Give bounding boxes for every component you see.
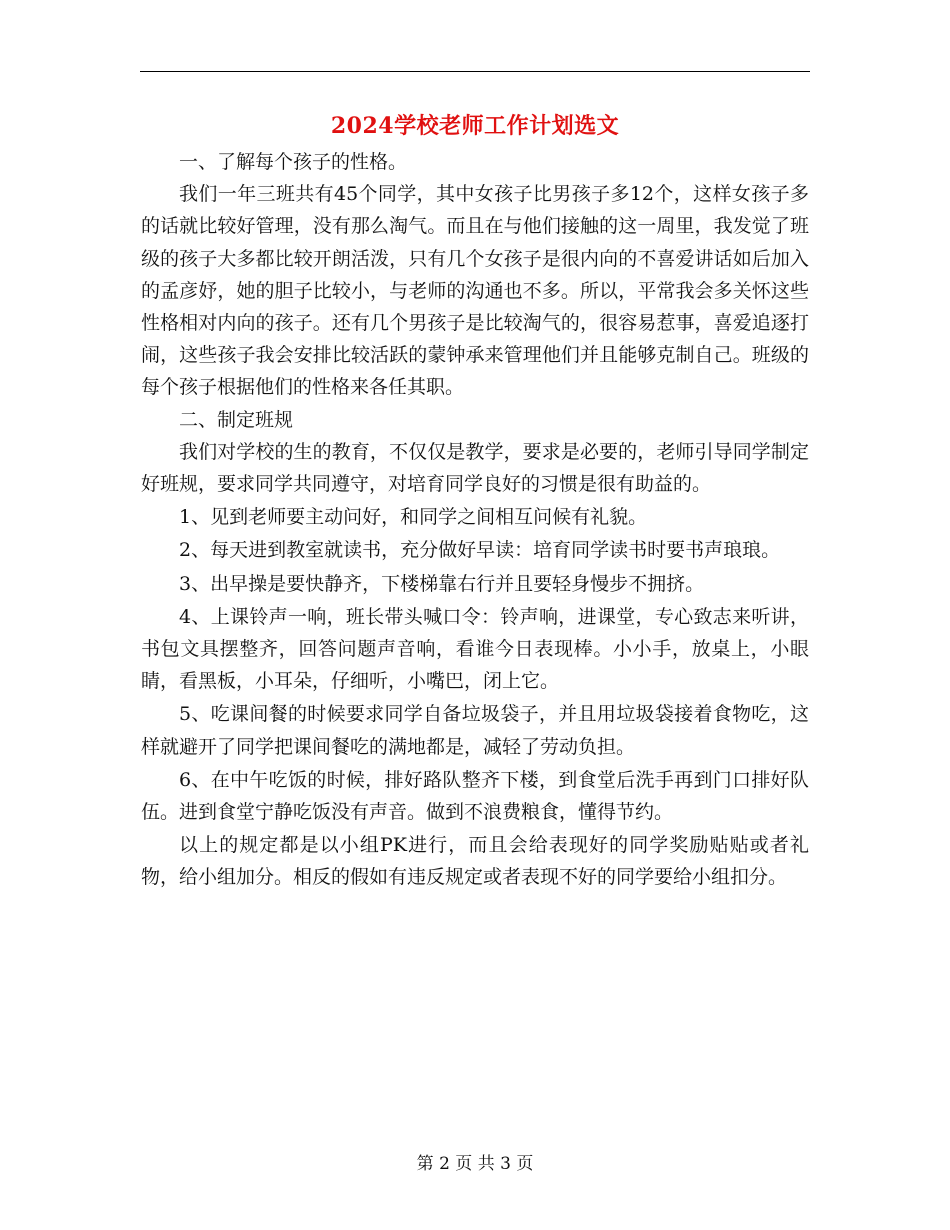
section-heading-1: 一、了解每个孩子的性格。	[179, 151, 408, 173]
rule-item-3: 3、出早操是要快静齐，下楼梯靠右行并且要轻身慢步不拥挤。	[179, 572, 705, 595]
paragraph-class-rules-intro: 我们对学校的生的教育，不仅仅是教学，要求是必要的，老师引导同学制定好班规，要求同学共同遵守，对培育同学良好的习惯是很有助益的。	[141, 440, 809, 496]
rule-item-6: 6、在中午吃饭的时候，排好路队整齐下楼，到食堂后洗手再到门口排好队伍。进到食堂宁静吃饭没有声音。做到不浪费粮食，懂得节约。	[141, 768, 809, 824]
document-body	[141, 146, 809, 894]
page-number: 第 2 页 共 3 页	[416, 1154, 534, 1174]
paragraph-class-overview: 我们一年三班共有45个同学，其中女孩子比男孩子多12个，这样女孩子多的话就比较好管理，没有那么淘气。而且在与他们接触的这一周里，我发觉了班级的孩子大多都比较开朗活泼，只有几个女孩子是很内向的不喜爱讲话如后加入的孟彦妤，她的胆子比较小，与老师的沟通也不多。所以，平常我会多关怀这些性格相对内向的孩子。还有几个男孩子是比较淘气的，很容易惹事，喜爱追逐打闹，这些孩子我会安排比较活跃的蒙钟承来管理他们并且能够克制自己。班级的每个孩子根据他们的性格来各任其职。	[141, 183, 809, 399]
header-rule	[140, 71, 810, 72]
rule-item-2: 2、每天进到教室就读书，充分做好早读：培育同学读书时要书声琅琅。	[179, 539, 781, 562]
section-heading-2: 二、制定班规	[179, 408, 294, 431]
document-title: 2024学校老师工作计划选文	[330, 113, 620, 139]
paragraph-rules-summary: 以上的规定都是以小组PK进行，而且会给表现好的同学奖励贴贴或者礼物，给小组加分。相反的假如有违反规定或者表现不好的同学要给小组扣分。	[141, 834, 809, 889]
rule-item-4: 4、上课铃声一响，班长带头喊口令：铃声响，进课堂，专心致志来听讲，书包文具摆整齐，回答问题声音响，看谁今日表现棒。小小手，放桌上，小眼睛，看黑板，小耳朵，仔细听，小嘴巴，闭上它。	[141, 605, 809, 693]
rule-item-5: 5、吃课间餐的时候要求同学自备垃圾袋子，并且用垃圾袋接着食物吃，这样就避开了同学把课间餐吃的满地都是，减轻了劳动负担。	[141, 703, 809, 758]
rule-item-1: 1、见到老师要主动问好，和同学之间相互问候有礼貌。	[179, 506, 648, 529]
